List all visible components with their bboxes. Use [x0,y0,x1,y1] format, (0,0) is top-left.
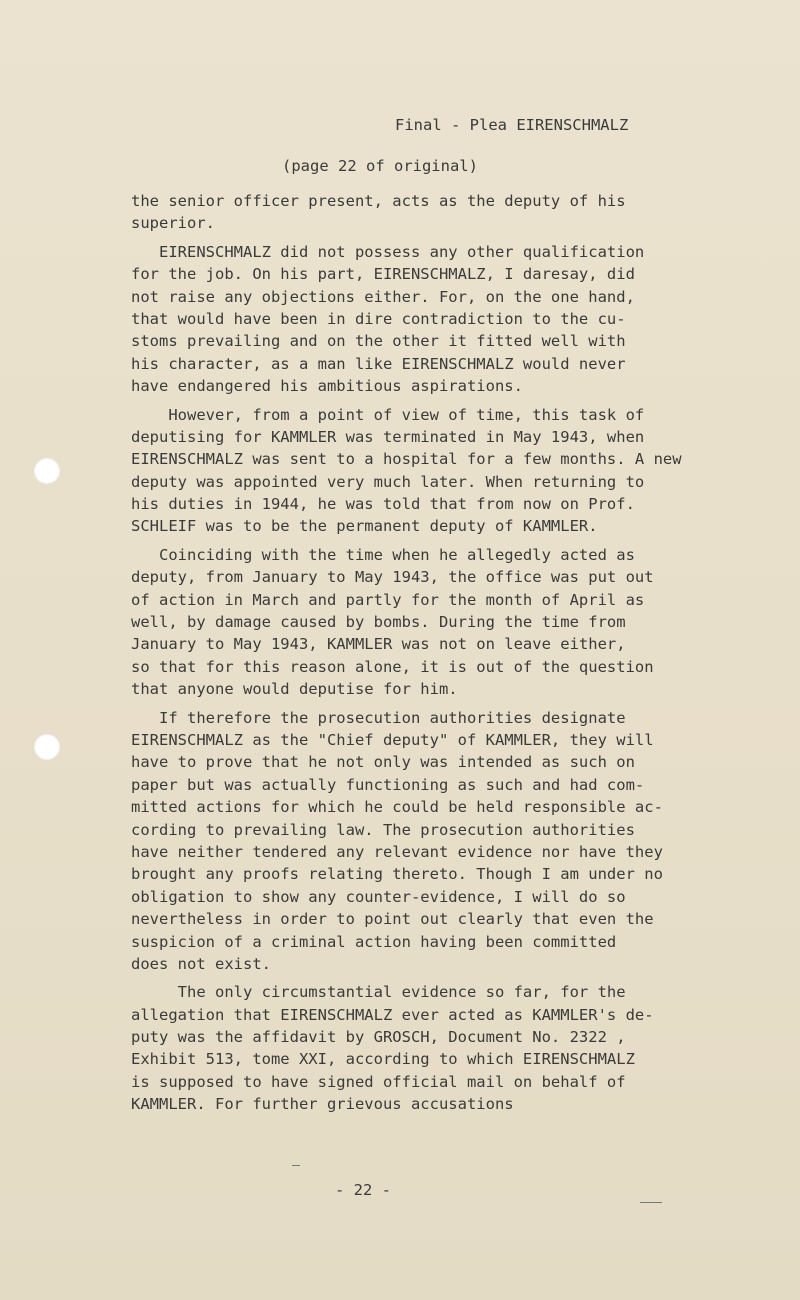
text-line: cording to prevailing law. The prosecution authorities [131,820,635,839]
text-line: allegation that EIRENSCHMALZ ever acted as KAMMLER's de- [131,1005,654,1024]
text-line: deputising for KAMMLER was terminated in May 1943, when [131,427,645,446]
text-line: well, by damage caused by bombs. During the time from [131,613,626,632]
text-line: that would have been in dire contradiction to the cu- [131,309,626,328]
punch-hole [34,458,60,484]
text-line: so that for this reason alone, it is out of the question [131,657,654,676]
text-line: the senior officer present, acts as the deputy of his [131,192,626,210]
text-line: his character, as a man like EIRENSCHMALZ would never [131,354,626,373]
text-line: Exhibit 513, tome XXI, according to which EIRENSCHMALZ [131,1050,635,1069]
text-line: The only circumstantial evidence so far, for the [131,983,626,1002]
punch-hole [34,734,60,760]
text-line: have to prove that he not only was intended as such on [131,753,635,772]
text-line: mitted actions for which he could be held responsible ac- [131,798,663,817]
text-line: brought any proofs relating thereto. Though I am under no [131,865,663,884]
text-line: nevertheless in order to point out clearly that even the [131,910,654,929]
page-reference: (page 22 of original) [282,157,478,175]
text-line: is supposed to have signed official mail on behalf of [131,1072,626,1091]
text-line: SCHLEIF was to be the permanent deputy of KAMMLER. [131,517,598,536]
text-line: deputy was appointed very much later. When returning to [131,472,645,491]
text-line: stoms prevailing and on the other it fitted well with [131,332,626,351]
document-body [131,190,731,1116]
text-line: KAMMLER. For further grievous accusations [131,1095,514,1114]
text-line: his duties in 1944, he was told that from now on Prof. [131,495,635,514]
text-line: However, from a point of view of time, this task of [131,405,645,424]
text-line: that anyone would deputise for him. [131,680,458,699]
ink-mark [292,1165,300,1166]
text-line: paper but was actually functioning as such and had com- [131,775,645,794]
text-line: If therefore the prosecution authorities designate [131,708,626,727]
text-line: puty was the affidavit by GROSCH, Document No. 2322 , [131,1028,626,1047]
document-header: Final - Plea EIRENSCHMALZ [395,116,629,134]
text-line: EIRENSCHMALZ as the "Chief deputy" of KAMMLER, they will [131,730,654,749]
text-line: have endangered his ambitious aspirations. [131,377,523,396]
text-line: does not exist. [131,954,271,973]
text-line: January to May 1943, KAMMLER was not on leave either, [131,635,626,654]
text-line: EIRENSCHMALZ did not possess any other qualification [131,242,645,261]
page-number: - 22 - [335,1181,391,1199]
text-line: deputy, from January to May 1943, the office was put out [131,568,654,587]
text-line: have neither tendered any relevant evidence nor have they [131,842,663,861]
text-line: for the job. On his part, EIRENSCHMALZ, I daresay, did [131,265,635,284]
text-line: obligation to show any counter-evidence, I will do so [131,887,626,906]
text-line: EIRENSCHMALZ was sent to a hospital for a few months. A new [131,450,682,469]
text-line: of action in March and partly for the month of April as [131,590,645,609]
text-line: superior. [131,214,215,233]
text-line: suspicion of a criminal action having been committed [131,932,617,951]
text-line: not raise any objections either. For, on the one hand, [131,287,635,306]
text-line: Coinciding with the time when he allegedly acted as [131,545,635,564]
ink-mark [640,1202,662,1203]
